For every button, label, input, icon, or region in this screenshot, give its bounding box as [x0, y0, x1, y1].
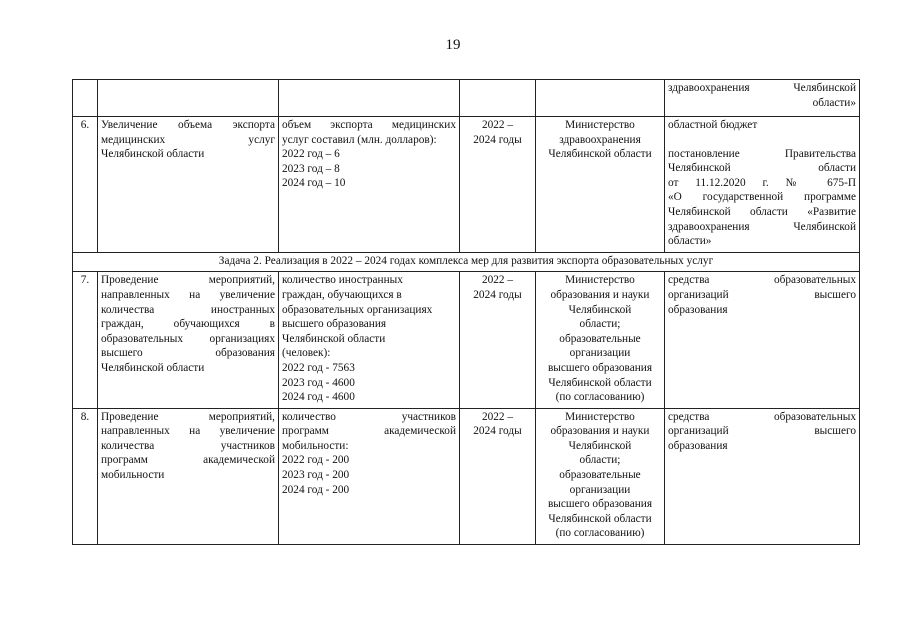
text-line: граждан, обучающихся в	[101, 318, 275, 331]
text-line: 2022 год - 200	[282, 454, 350, 467]
text-line: Челябинской области	[101, 148, 205, 161]
text-line: средства образовательных	[668, 410, 856, 423]
period-cell	[460, 408, 536, 544]
text-line: Челябинской области	[282, 332, 386, 345]
text-line: образования и науки	[550, 288, 650, 301]
text-line: Челябинской области «Развитие	[668, 205, 856, 218]
text-line: Министерство	[565, 410, 635, 423]
text-line: 2023 год – 8	[282, 162, 340, 175]
row-number-cell: 8.	[73, 408, 98, 544]
text-line: 2022 год – 6	[282, 148, 340, 161]
text-line: программ академической	[101, 454, 275, 467]
section-title: Задача 2. Реализация в 2022 – 2024 годах комплекса мер для развития экспорта образовательных услуг	[73, 252, 860, 272]
text-line: 2022 –	[481, 119, 514, 131]
text-line: образовательные	[559, 332, 641, 345]
text-line: образовательных организациях	[282, 303, 433, 316]
text-line: (человек):	[282, 347, 331, 360]
measure-name-cell	[98, 272, 279, 408]
text-line: организации	[569, 347, 631, 360]
text-line: Челябинской области	[548, 376, 652, 389]
period-cell	[460, 117, 536, 253]
text-line: 2024 годы	[473, 288, 522, 301]
row-number-cell: 7.	[73, 272, 98, 408]
text-line: количество иностранных	[282, 274, 403, 287]
text-line: объем экспорта медицинских	[282, 119, 456, 131]
measure-name-cell	[98, 408, 279, 544]
text-line: образовательных организациях	[101, 332, 275, 345]
indicator-cell	[279, 272, 460, 408]
indicator-cell	[279, 408, 460, 544]
text-line: Проведение мероприятий,	[101, 410, 275, 423]
text-line: (по согласованию)	[555, 527, 645, 540]
text-line: Министерство	[565, 119, 635, 131]
text-line: количества иностранных	[101, 303, 275, 316]
executor-cell	[536, 80, 665, 117]
text-line: образовательные	[559, 469, 641, 482]
text-line: высшего образования	[547, 361, 653, 374]
indicator-cell	[279, 80, 460, 117]
text-line: областной бюджет	[668, 119, 758, 131]
page-number: 19	[445, 37, 461, 53]
text-line: 2024 годы	[473, 133, 522, 146]
funding-source-cell	[665, 117, 860, 253]
row-number-cell	[73, 80, 98, 117]
text-line: мобильности	[101, 469, 165, 482]
text-line: высшего образования	[547, 498, 653, 511]
measure-name-cell	[98, 80, 279, 117]
text-line: высшего образования	[282, 318, 387, 331]
text-line: организаций высшего	[668, 288, 856, 301]
text-line: Челябинской области	[548, 512, 652, 525]
text-line: области;	[579, 318, 621, 331]
text-line: Челябинской	[568, 439, 632, 452]
text-line: Челябинской области	[548, 148, 652, 161]
text-line: Челябинской области	[101, 361, 205, 374]
text-line: услуг составил (млн. долларов):	[282, 133, 437, 146]
executor-cell	[536, 408, 665, 544]
text-line: 2024 год - 200	[282, 483, 350, 496]
text-line: здравоохранения Челябинской	[668, 220, 856, 233]
text-line: высшего образования	[101, 347, 275, 360]
text-line: образования и науки	[550, 425, 650, 438]
text-line: постановление Правительства	[668, 147, 856, 160]
text-line: Челябинской области	[668, 162, 856, 175]
text-line: области»	[668, 235, 712, 248]
executor-cell	[536, 272, 665, 408]
text-line: количество участников	[282, 410, 456, 423]
text-line: направленных на увеличение	[101, 425, 275, 438]
period-cell	[460, 272, 536, 408]
text-line: Увеличение объема экспорта	[101, 119, 275, 131]
text-line: направленных на увеличение	[101, 288, 275, 301]
section-row	[73, 252, 860, 272]
text-line: здравоохранения Челябинской	[668, 82, 856, 94]
text-line: Министерство	[565, 274, 635, 287]
text-line: 2024 год - 4600	[282, 391, 355, 404]
text-line: от 11.12.2020 г. № 675-П	[668, 176, 856, 189]
text-line: области»	[812, 96, 856, 109]
indicator-cell	[279, 117, 460, 253]
table-row	[73, 272, 860, 408]
text-line: организаций высшего	[668, 425, 856, 438]
text-line: области;	[579, 454, 621, 467]
row-number-cell: 6.	[73, 117, 98, 253]
text-line: мобильности:	[282, 439, 349, 452]
table-row	[73, 117, 860, 253]
measures-table	[72, 79, 860, 545]
text-line: здравоохранения	[559, 133, 641, 146]
funding-source-cell	[665, 408, 860, 544]
text-line: (по согласованию)	[555, 391, 645, 404]
text-line: количества участников	[101, 439, 275, 452]
text-line: образования	[668, 439, 728, 452]
text-line: 2022 –	[481, 274, 514, 287]
text-line: 2022 –	[481, 410, 514, 423]
period-cell	[460, 80, 536, 117]
executor-cell	[536, 117, 665, 253]
text-line: «О государственной программе	[668, 191, 856, 204]
text-line: образования	[668, 303, 728, 316]
table-row	[73, 408, 860, 544]
text-line: 2024 год – 10	[282, 177, 346, 190]
table-row	[73, 80, 860, 117]
funding-source-cell	[665, 80, 860, 117]
text-line: Проведение мероприятий,	[101, 274, 275, 287]
text-line: 2024 годы	[473, 425, 522, 438]
text-line: 2023 год - 200	[282, 469, 350, 482]
text-line: программ академической	[282, 425, 456, 438]
text-line: 2022 год - 7563	[282, 361, 355, 374]
measure-name-cell	[98, 117, 279, 253]
text-line: организации	[569, 483, 631, 496]
text-line: средства образовательных	[668, 274, 856, 287]
text-line: Челябинской	[568, 303, 632, 316]
text-line: граждан, обучающихся в	[282, 288, 402, 301]
funding-source-cell	[665, 272, 860, 408]
text-line: медицинских услуг	[101, 133, 275, 146]
text-line: 2023 год - 4600	[282, 376, 355, 389]
